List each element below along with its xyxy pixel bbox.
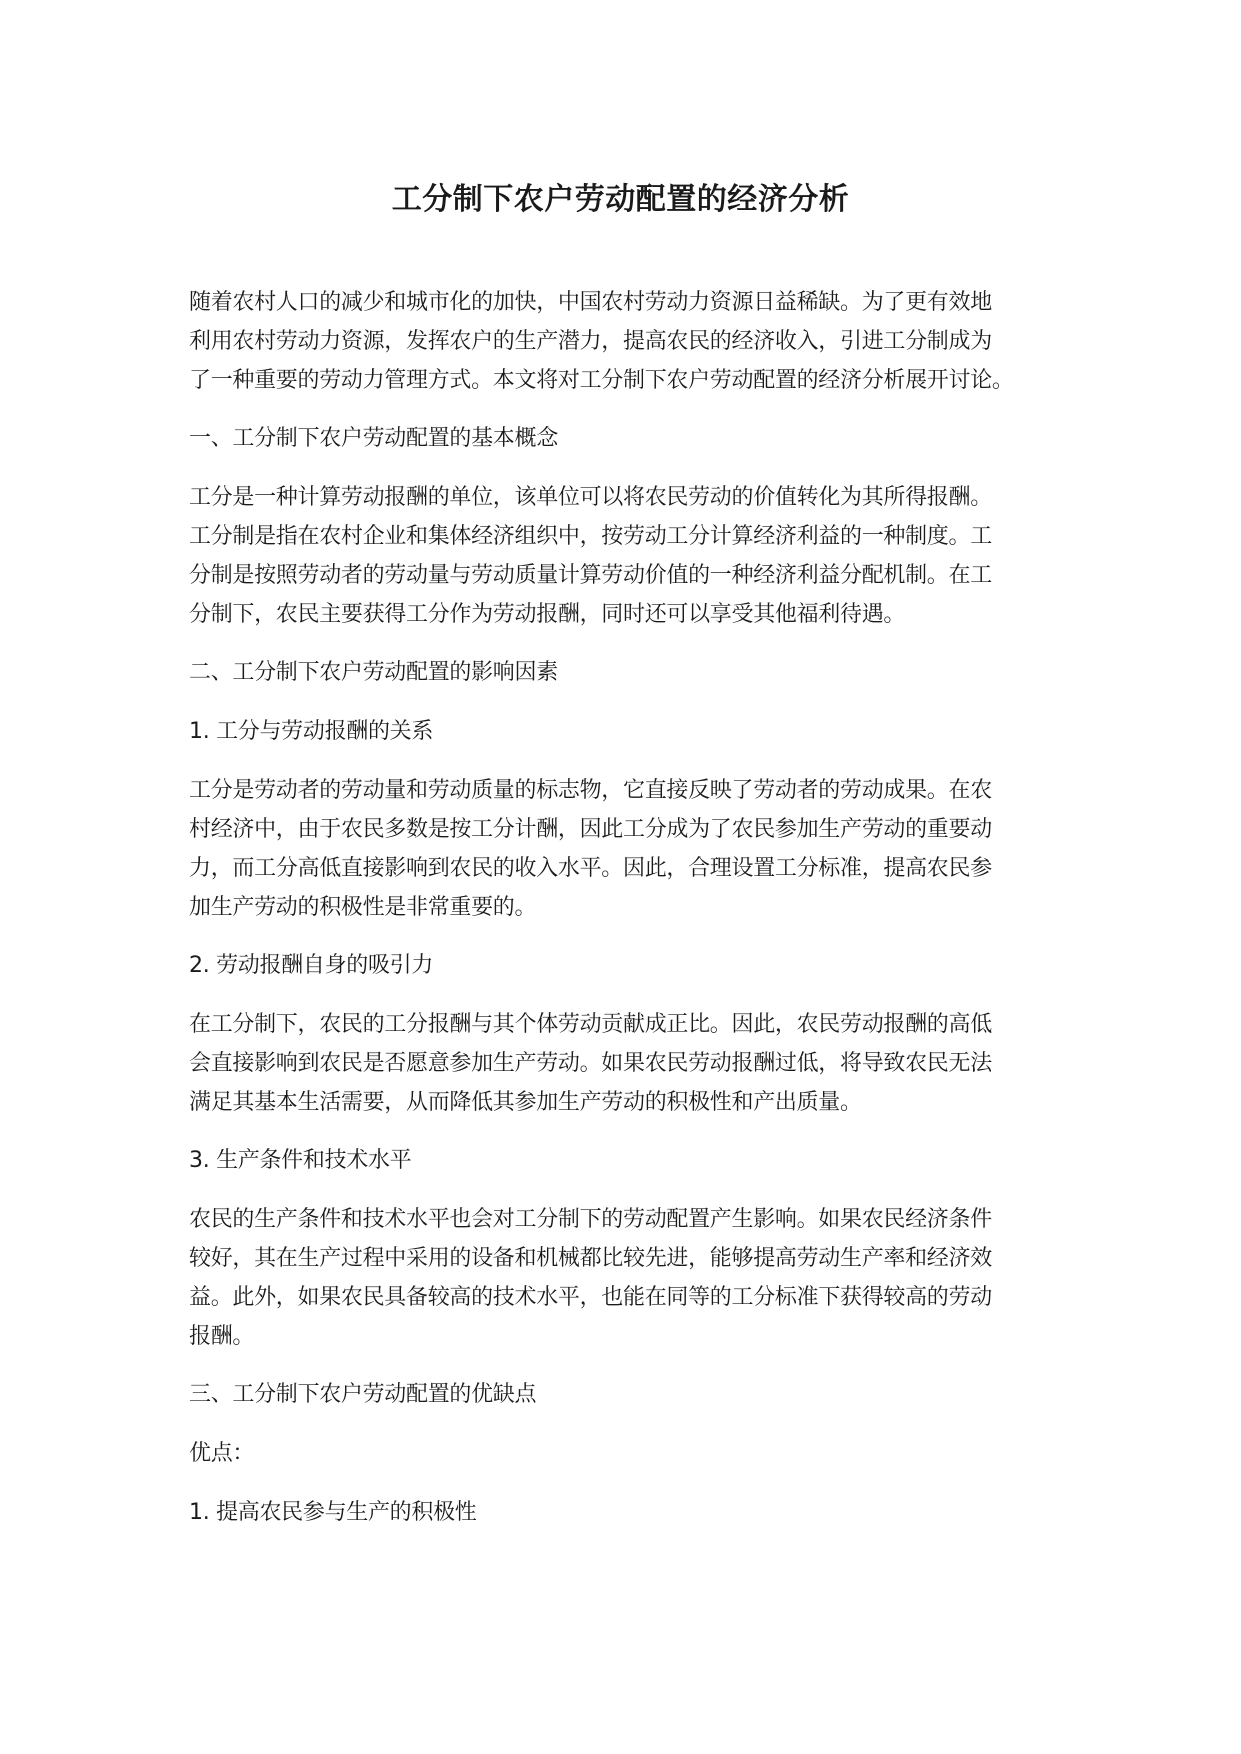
section-heading: 三、工分制下农户劳动配置的优缺点 [189, 1382, 537, 1407]
list-item: 1. 提高农民参与生产的积极性 [189, 1500, 477, 1525]
text-line: 满足其基本生活需要，从而降低其参加生产劳动的积极性和产出质量。 [189, 1090, 862, 1115]
text-line: 益。此外，如果农民具备较高的技术水平，也能在同等的工分标准下获得较高的劳动 [189, 1285, 992, 1310]
text-line: 力，而工分高低直接影响到农民的收入水平。因此，合理设置工分标准，提高农民参 [189, 856, 992, 881]
text-line: 较好，其在生产过程中采用的设备和机械都比较先进，能够提高劳动生产率和经济效 [189, 1246, 992, 1271]
text-line: 农民的生产条件和技术水平也会对工分制下的劳动配置产生影响。如果农民经济条件 [189, 1207, 992, 1232]
text-line: 村经济中，由于农民多数是按工分计酬，因此工分成为了农民参加生产劳动的重要动 [189, 817, 992, 842]
text-line: 分制下，农民主要获得工分作为劳动报酬，同时还可以享受其他福利待遇。 [189, 602, 906, 627]
text-line: 在工分制下，农民的工分报酬与其个体劳动贡献成正比。因此，农民劳动报酬的高低 [189, 1012, 992, 1037]
text-line: 了一种重要的劳动力管理方式。本文将对工分制下农户劳动配置的经济分析展开讨论。 [189, 368, 1014, 393]
body-paragraph [189, 771, 1047, 927]
subsection-heading: 1. 工分与劳动报酬的关系 [189, 719, 434, 744]
advantages-label: 优点： [189, 1441, 255, 1466]
body-paragraph [189, 1200, 1047, 1356]
text-line: 工分是劳动者的劳动量和劳动质量的标志物，它直接反映了劳动者的劳动成果。在农 [189, 778, 992, 803]
body-paragraph [189, 478, 1047, 634]
section-heading: 一、工分制下农户劳动配置的基本概念 [189, 426, 558, 451]
intro-paragraph [189, 283, 1047, 400]
section-heading: 二、工分制下农户劳动配置的影响因素 [189, 660, 558, 685]
text-line: 工分是一种计算劳动报酬的单位，该单位可以将农民劳动的价值转化为其所得报酬。 [189, 485, 992, 510]
text-line: 会直接影响到农民是否愿意参加生产劳动。如果农民劳动报酬过低，将导致农民无法 [189, 1051, 992, 1076]
text-line: 分制是按照劳动者的劳动量与劳动质量计算劳动价值的一种经济利益分配机制。在工 [189, 563, 992, 588]
subsection-heading: 3. 生产条件和技术水平 [189, 1148, 412, 1173]
body-paragraph [189, 1005, 1047, 1122]
text-line: 利用农村劳动力资源，发挥农户的生产潜力，提高农民的经济收入，引进工分制成为 [189, 329, 992, 354]
text-line: 随着农村人口的减少和城市化的加快，中国农村劳动力资源日益稀缺。为了更有效地 [189, 290, 992, 315]
text-line: 工分制是指在农村企业和集体经济组织中，按劳动工分计算经济利益的一种制度。工 [189, 524, 992, 549]
text-line: 报酬。 [189, 1324, 255, 1349]
document-title: 工分制下农户劳动配置的经济分析 [391, 182, 850, 217]
text-line: 加生产劳动的积极性是非常重要的。 [189, 895, 537, 920]
subsection-heading: 2. 劳动报酬自身的吸引力 [189, 953, 434, 978]
document-body [189, 283, 1047, 1552]
